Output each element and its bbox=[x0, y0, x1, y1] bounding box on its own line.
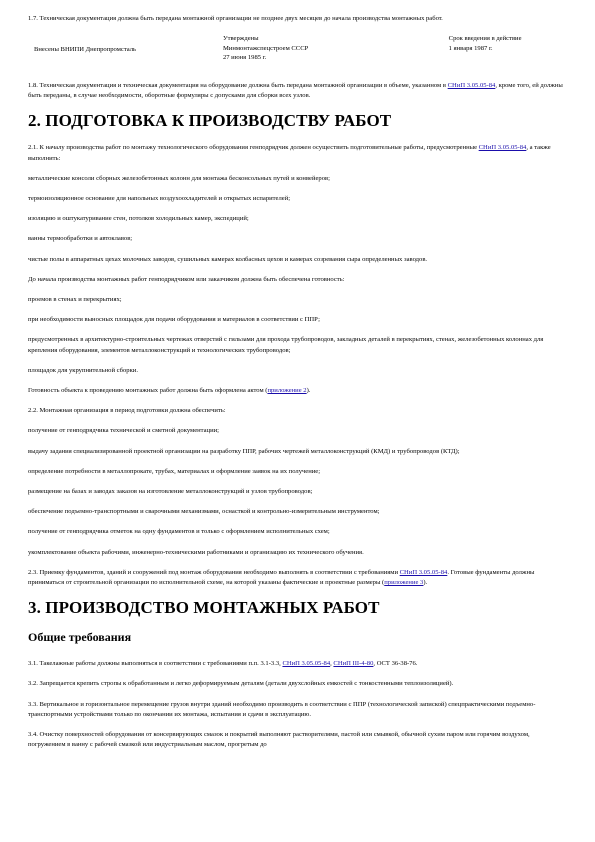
list-item: ванны термообработки и автоклавов; bbox=[28, 235, 133, 243]
list-item: определение потребности в металлопрокате, трубах, материалах и оформление заявок на их получение; bbox=[28, 467, 321, 475]
introduced-by: Внесены ВНИПИ Днепропромсталь bbox=[34, 46, 137, 54]
text: , а также выполнить: bbox=[28, 144, 551, 162]
paragraph-3-1 bbox=[28, 659, 568, 669]
paragraph-3-2: 3.2. Запрещается крепить стропы к обработанным и легко деформируемым деталям (детали двухслойных емкостей с тонкостенными теплоизоляцией). bbox=[28, 680, 454, 688]
text: 3.1. Такелажные работы должны выполняться в соответствии с требованиями п.п. 3.1-3.3, bbox=[28, 660, 283, 668]
effective-date bbox=[449, 34, 568, 63]
section-3-heading: 3. ПРОИЗВОДСТВО МОНТАЖНЫХ РАБОТ bbox=[28, 598, 380, 618]
text: 2.1. К началу производства работ по монтажу технологического оборудования генподрядчик должен осуществить подготовительные работы, предусмотренные bbox=[28, 144, 479, 152]
paragraph-3-3: 3.3. Вертикальное и горизонтальное перемещение грузов внутри зданий необходимо производить в соответствии с ППР (технологической запиской) спецпрактическими подъемно-транспортными устройствами только по окончании их монтажа, испытания и сдачи в эксплуатацию. bbox=[28, 700, 536, 718]
approved-by bbox=[223, 34, 449, 63]
text: , ОСТ 36-38-76. bbox=[373, 660, 418, 668]
list-item: выдачу задания специализированной проектной организации на разработку ППР, рабочих чертежей металлоконструкций (КМД) и трубопроводов (КТД); bbox=[28, 447, 460, 455]
effective-line: Срок введения в действие bbox=[448, 35, 522, 43]
paragraph-2-2: 2.2. Монтажная организация в период подготовки должна обеспечить: bbox=[28, 407, 226, 415]
list-item: укомплектование объекта рабочими, инженерно-техническими работниками и организацию их технического обучения. bbox=[28, 548, 364, 556]
list-item: при необходимости выносных площадок для подачи оборудования и материалов в соответствии с ППР; bbox=[28, 316, 320, 324]
text: Готовность объекта к проведению монтажных работ должна быть оформлена актом ( bbox=[28, 387, 268, 395]
list-item: термоизоляционное основание для напольных воздухоохладителей и открытых испарителей; bbox=[28, 195, 291, 202]
list-item: изоляцию и оштукатуривание стен, потолков холодильных камер, экспедиций; bbox=[28, 215, 249, 223]
snip-link[interactable]: СНиП III-4-80 bbox=[333, 660, 374, 668]
paragraph-1-7: 1.7. Техническая документация должна быть передана монтажной организации не позднее двух месяцев до начала производства монтажных работ. bbox=[28, 15, 443, 22]
text: ). bbox=[306, 387, 311, 395]
text: ). bbox=[423, 579, 428, 587]
list-item: предусмотренных в архитектурно-строительных чертежах отверстий с гильзами для прохода трубопроводов, закладных деталей в перекрытиях, стенах, железобетонных колоннах для крепления оборудования, элементов металлоконструкций и технологических трубопроводов; bbox=[28, 336, 544, 354]
appendix-link[interactable]: приложение 3 bbox=[384, 579, 424, 587]
snip-link[interactable]: СНиП 3.05.05-84 bbox=[282, 660, 331, 668]
document-page bbox=[28, 14, 568, 760]
paragraph-readiness: До начала производства монтажных работ генподрядчиком или заказчиком должна быть обеспечена готовность: bbox=[28, 275, 345, 283]
text: . Готовые фундаменты должны приниматься от строительной организации по исполнительной схеме, на которой указаны фактические и проектные размеры ( bbox=[28, 568, 535, 587]
approved-line: Минмонтажспецстроем СССР bbox=[222, 44, 309, 52]
text: , bbox=[330, 660, 334, 668]
paragraph-act bbox=[28, 386, 568, 396]
section-2-heading: 2. ПОДГОТОВКА К ПРОИЗВОДСТВУ РАБОТ bbox=[28, 111, 392, 131]
paragraph-2-1 bbox=[28, 143, 568, 163]
text: 2.3. Приемку фундаментов, зданий и сооружений под монтаж оборудования необходимо выполнять в соответствии с требованиями bbox=[28, 568, 400, 576]
list-item: металлические консоли сборных железобетонных колонн для монтажа бесконсольных путей и конвейеров; bbox=[28, 174, 330, 182]
paragraph-1-8 bbox=[28, 81, 568, 101]
list-item: размещение на базах и заводах заказов на изготовление металлоконструкций и узлов трубопроводов; bbox=[28, 488, 313, 496]
approved-line: 27 июня 1985 г. bbox=[222, 54, 267, 62]
snip-link[interactable]: СНиП 3.05.05-84 bbox=[399, 568, 448, 576]
subsection-heading: Общие требования bbox=[28, 630, 132, 645]
list-item: чистые полы в аппаратных цехах молочных заводов, сушильных камерах колбасных цехов и камерах созревания сыра определенных заводов. bbox=[28, 255, 428, 263]
paragraph-3-4: 3.4. Очистку поверхностей оборудования от консервирующих смазок и покрытий выполняют растворителями, пастой или смывкой, обычной сухим паром или горячим воздухом, погружением в ванну с рабочей смазкой или индустриальным маслом, прогретым до bbox=[28, 731, 530, 749]
snip-link[interactable]: СНиП 3.05.05-84 bbox=[478, 144, 527, 152]
text: 1.8. Техническая документация и техническая документация на оборудование должна быть передана монтажной организации в объеме, указанном в bbox=[28, 81, 448, 89]
approved-line: Утверждены bbox=[222, 35, 259, 43]
paragraph-2-3 bbox=[28, 568, 568, 588]
effective-line: 1 января 1987 г. bbox=[448, 44, 493, 52]
approval-block bbox=[28, 34, 568, 63]
list-item: обеспечение подъемно-транспортными и сварочными механизмами, оснасткой и контрольно-измерительным инструментом; bbox=[28, 508, 380, 516]
snip-link[interactable]: СНиП 3.05.05-84 bbox=[447, 81, 496, 89]
list-item: площадок для укрупнительной сборки. bbox=[28, 366, 138, 374]
list-item: получение от генподрядчика технической и сметной документации; bbox=[28, 427, 219, 435]
list-item: получение от генподрядчика отметок на одну фундаментов и только с оформлением исполнительных схем; bbox=[28, 528, 330, 536]
appendix-link[interactable]: приложение 2 bbox=[267, 387, 307, 395]
list-item: проемов в стенах и перекрытиях; bbox=[28, 296, 122, 304]
text: , кроме того, ей должны быть переданы, в случае необходимости, оборотные формуляры с допусками для сборки всех узлов. bbox=[28, 81, 563, 100]
